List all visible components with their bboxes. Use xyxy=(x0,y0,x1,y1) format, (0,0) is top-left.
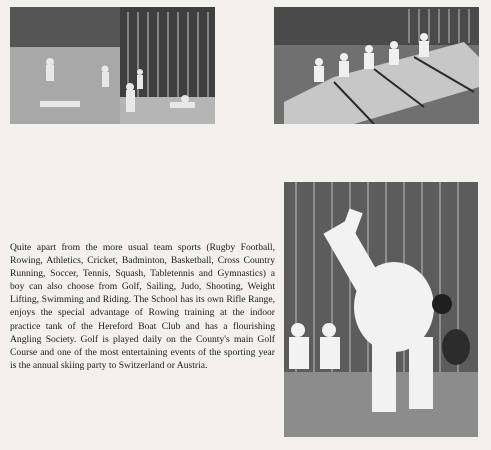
rowing-tank-photo xyxy=(274,7,479,124)
judo-photo xyxy=(284,182,478,437)
sports-description-paragraph: Quite apart from the more usual team sports (Rugby Football, Rowing, Athletics, Cricket, Badminton, Basketball, Cross Country Running, Soccer, Tennis, Squash, Tabletennis and Gymnastics) a boy can also choose from Golf, Sailing, Judo, Shooting, Weight Lifting, Swimming and Riding. The School has its own Rifle Range, enjoys the special advantage of Rowing training at the indoor practice tank of the Hereford Boat Club and has a flourishing Angling Society. Golf is played daily on the County's main Golf Course and one of the most entertaining events of the sporting year is the annual skiing party to Switzerland or Austria. xyxy=(10,242,275,371)
gymnasium-photo xyxy=(10,7,215,124)
